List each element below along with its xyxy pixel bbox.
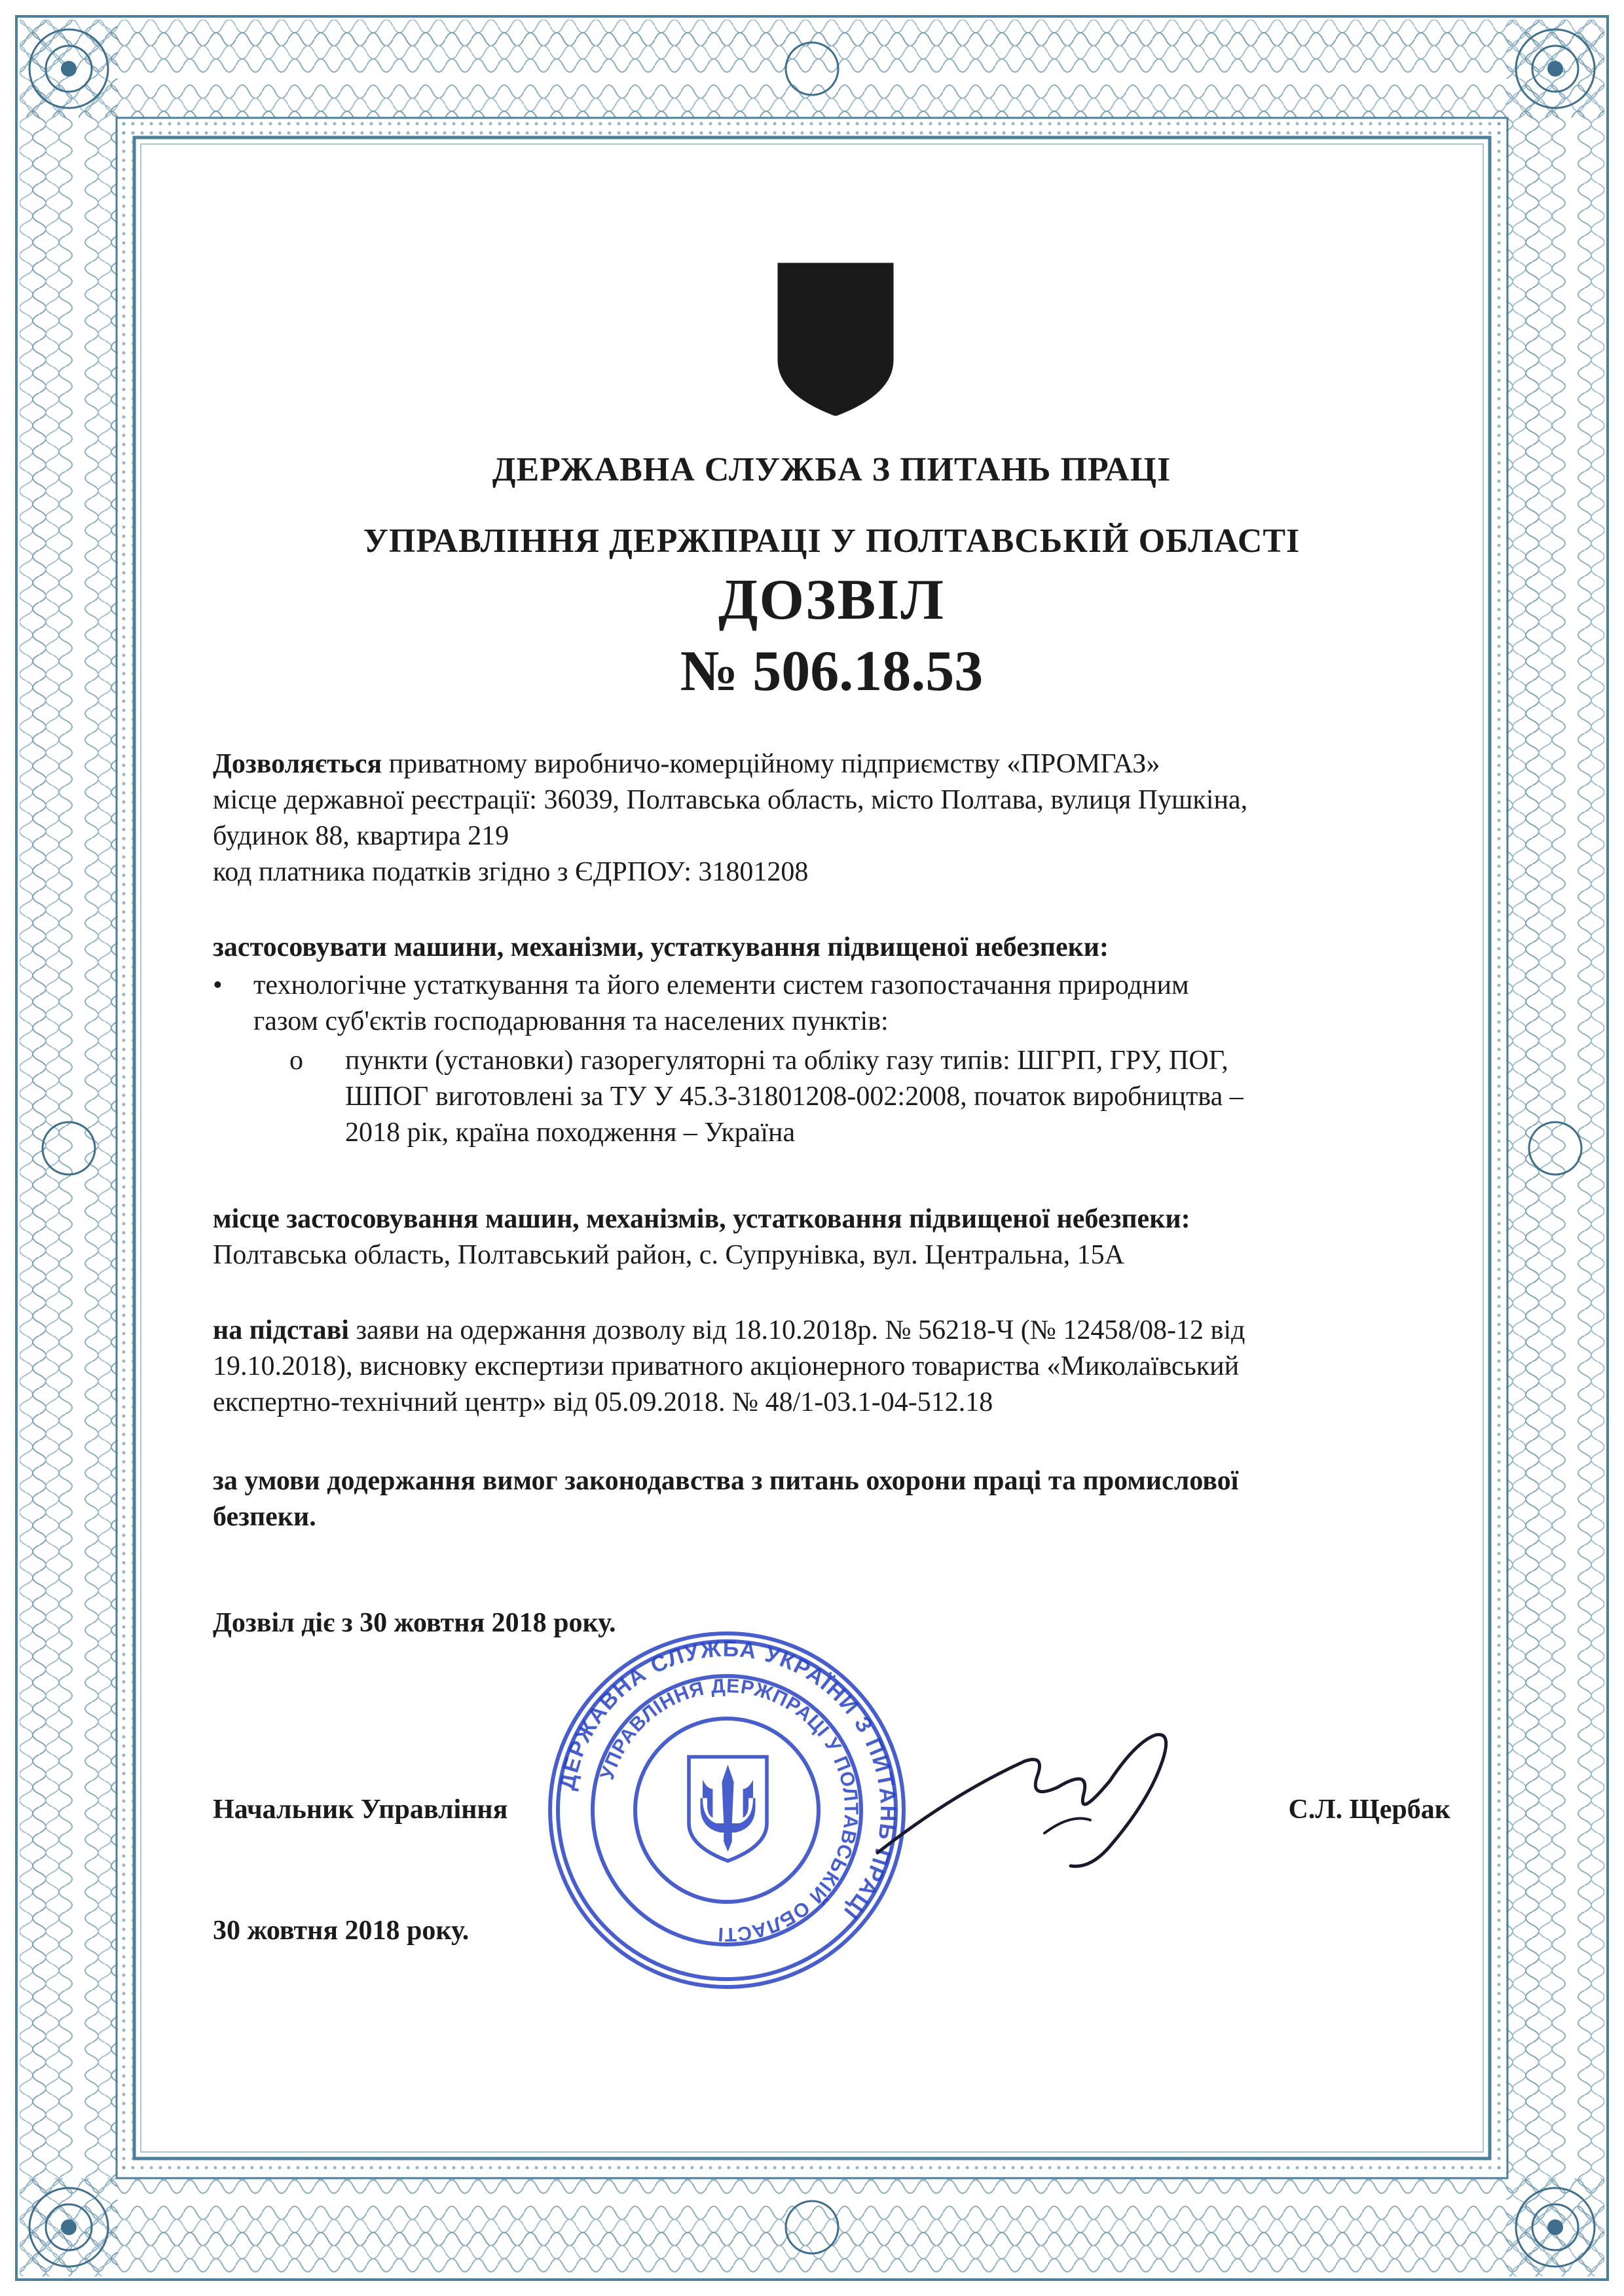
basis-text-cont: експертно-технічний центр» від 05.09.2018. № 48/1-03.1-04-512.18 [213, 1387, 993, 1417]
svg-text:ДЕРЖАВНА СЛУЖБА УКРАЇНИ З ПИТА: ДЕРЖАВНА СЛУЖБА УКРАЇНИ З ПИТАНЬ ПРАЦІ [554, 1636, 901, 1925]
equipment-heading [213, 930, 1450, 966]
location-address: Полтавська область, Полтавський район, с. Супрунівка, вул. Центральна, 15А [213, 1240, 1125, 1270]
equipment-bullet-line: технологічне устаткування та його елементи систем газопостачання природним [253, 970, 1189, 1000]
signatory-position: Начальник Управління [213, 1795, 508, 1825]
official-stamp [544, 1627, 910, 1994]
equipment-sub-bullet-line: пункти (установки) газорегуляторні та обліку газу типів: ШГРП, ГРУ, ПОГ, [345, 1046, 1228, 1076]
department-title: УПРАВЛІННЯ ДЕРЖПРАЦІ У ПОЛТАВСЬКІЙ ОБЛАСТІ [363, 522, 1301, 560]
basis-lead: на підставі [213, 1315, 349, 1345]
basis-text: заяви на одержання дозволу від 18.10.2018р. № 56218-Ч (№ 12458/08-12 від [348, 1315, 1246, 1345]
trident-emblem-icon [773, 262, 898, 416]
basis-section [213, 1313, 1450, 1421]
permit-holder-section [213, 746, 1450, 890]
permit-number: № 506.18.53 [680, 640, 984, 703]
agency-title: ДЕРЖАВНА СЛУЖБА З ПИТАНЬ ПРАЦІ [492, 451, 1172, 488]
equipment-sub-bullet-line: 2018 рік, країна походження – Україна [345, 1118, 796, 1148]
handwritten-signature [874, 1722, 1182, 1879]
validity-text: Дозвіл діє з 30 жовтня 2018 року. [213, 1608, 616, 1638]
registration-address-cont: будинок 88, квартира 219 [213, 821, 509, 851]
condition-text-cont: безпеки. [213, 1502, 316, 1532]
basis-text-cont: 19.10.2018), висновку експертизи приватного акціонерного товариства «Миколаївський [213, 1351, 1240, 1381]
tax-code: код платника податків згідно з ЄДРПОУ: 31801208 [213, 857, 809, 887]
equipment-heading-text: застосовувати машини, механізми, устаткування підвищеної небезпеки: [213, 932, 1109, 962]
condition-section [213, 1463, 1450, 1535]
permit-holder-name: приватному виробничо-комерційному підприємству «ПРОМГАЗ» [382, 749, 1160, 779]
location-section [213, 1201, 1450, 1273]
document-title: ДОЗВІЛ [718, 568, 945, 632]
issue-date: 30 жовтня 2018 року. [213, 1916, 470, 1946]
sub-bullet-mark: o [289, 1046, 303, 1076]
registration-address: місце державної реєстрації: 36039, Полтавська область, місто Полтава, вулиця Пушкіна, [213, 785, 1248, 815]
document-content [213, 0, 1450, 2296]
equipment-sub-bullet-line: ШПОГ виготовлені за ТУ У 45.3-31801208-002:2008, початок виробництва – [345, 1082, 1244, 1112]
permit-lead: Дозволяється [213, 749, 382, 779]
condition-text: за умови додержання вимог законодавства з питань охорони праці та промислової [213, 1466, 1239, 1496]
signatory-name: С.Л. Щербак [1288, 1795, 1450, 1825]
equipment-bullet-line: газом суб'єктів господарювання та населених пунктів: [253, 1006, 889, 1036]
bullet-mark: • [213, 970, 223, 1000]
location-heading: місце застосовування машин, механізмів, устатковання підвищеної небезпеки: [213, 1204, 1190, 1234]
svg-text:УПРАВЛІННЯ ДЕРЖПРАЦІ У ПОЛТАВС: УПРАВЛІННЯ ДЕРЖПРАЦІ У ПОЛТАВСЬКІЙ ОБЛАСТІ [596, 1675, 862, 1946]
